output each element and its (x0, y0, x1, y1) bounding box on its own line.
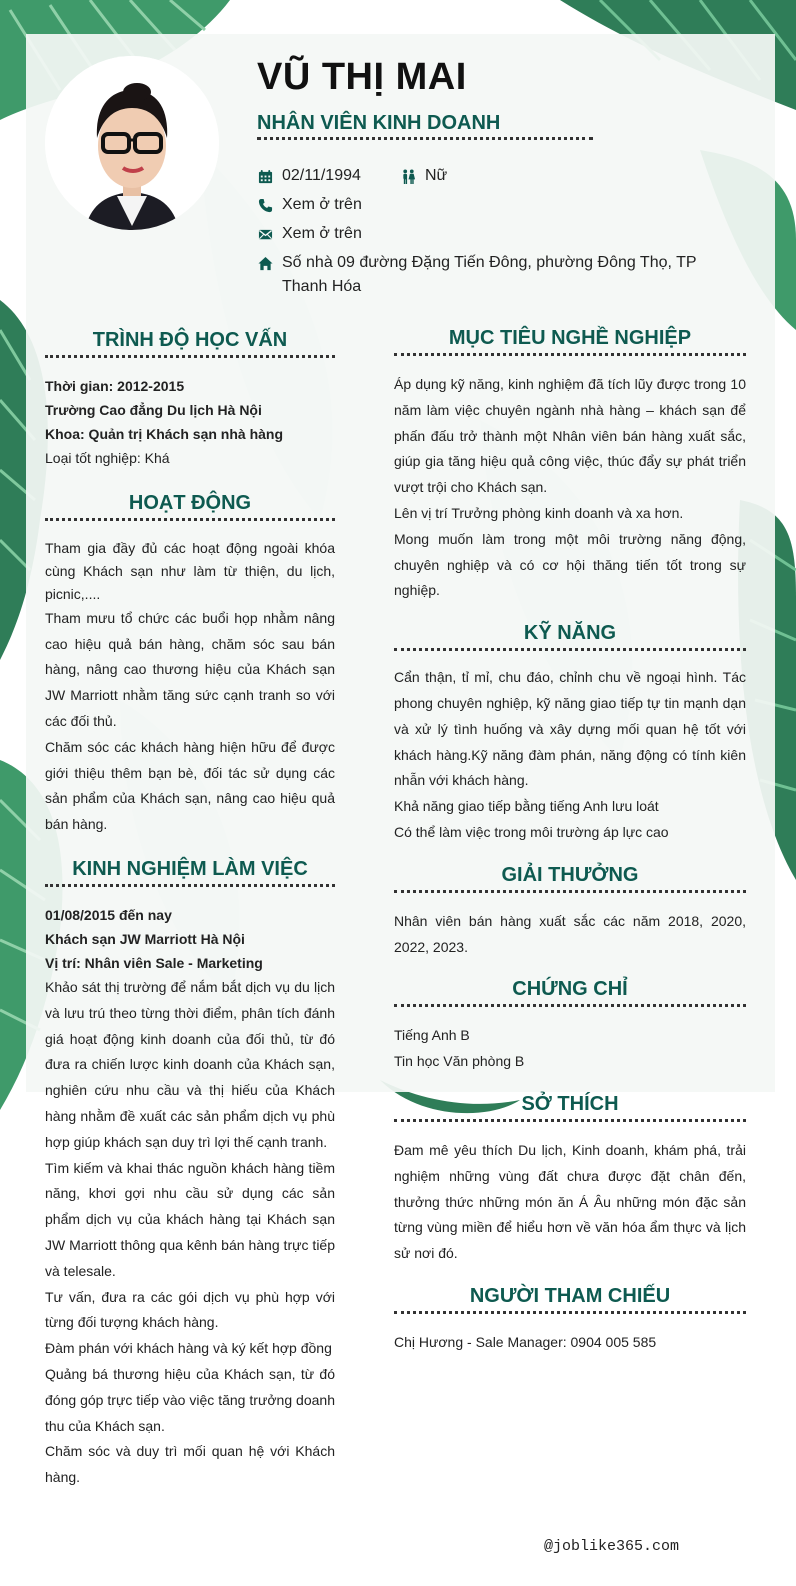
phone-value: Xem ở trên (282, 196, 362, 213)
award-item: Nhân viên bán hàng xuất sắc các năm 2018, 2020, 2022, 2023. (394, 912, 746, 955)
skills-title: KỸ NĂNG (523, 622, 617, 645)
awards-title: GIẢI THƯỞNG (501, 863, 639, 886)
activities-title: HOẠT ĐỘNG (128, 491, 252, 514)
objective-item: Lên vị trí Trưởng phòng kinh doanh và xa hơn. (394, 504, 684, 521)
phone-icon (257, 193, 273, 217)
skill-item: Có thể làm việc trong môi trường áp lực cao (394, 823, 669, 840)
certificate-item: Tin học Văn phòng B (394, 1053, 525, 1070)
hobbies-section (394, 1091, 746, 1267)
objective-title: MỤC TIÊU NGHỀ NGHIỆP (448, 327, 692, 349)
experience-item: Đàm phán với khách hàng và ký kết hợp đồng (45, 1340, 332, 1357)
experience-item: Tư vấn, đưa ra các gói dịch vụ phù hợp với từng đối tượng khách hàng. (45, 1288, 335, 1331)
email-row (257, 222, 362, 246)
watermark: @joblike365.com (544, 1538, 680, 1555)
email-value: Xem ở trên (282, 225, 362, 242)
skill-item: Cẩn thận, tỉ mỉ, chu đáo, chỉnh chu về ngoại hình. Tác phong chuyên nghiệp, kỹ năng giao tiếp tự tin mạnh dạn và xử lý tình huống và xây dựng mối quan hệ tốt với khách hàng.Kỹ năng đàm phán, năng động có tính kiên nhẫn với khách hàng. (394, 669, 746, 789)
activities-section (45, 490, 335, 838)
gender-row (400, 164, 447, 188)
experience-title: KINH NGHIỆM LÀM VIỆC (72, 857, 308, 880)
education-divider (45, 355, 335, 358)
email-icon (257, 222, 273, 246)
position-divider (257, 137, 593, 140)
certificates-title: CHỨNG CHỈ (512, 978, 628, 1001)
birthday-value: 02/11/1994 (282, 167, 361, 184)
gender-icon (400, 164, 416, 188)
right-column (394, 325, 746, 1356)
hobby-item: Đam mê yêu thích Du lịch, Kinh doanh, khám phá, trải nghiệm những vùng đất chưa được đặt chân đến, thưởng thức những món ăn Á Âu những món đặc sản từng vùng miền để hiểu hơn về văn hóa ẩm thực và lịch sử nơi đó. (394, 1141, 746, 1262)
hobbies-divider (394, 1119, 746, 1122)
experience-period: 01/08/2015 đến nay (45, 906, 172, 923)
education-section (45, 327, 335, 472)
reference-section (394, 1283, 746, 1356)
awards-divider (394, 890, 746, 893)
certificates-divider (394, 1004, 746, 1007)
experience-divider (45, 884, 335, 887)
experience-company: Khách sạn JW Marriott Hà Nội (45, 930, 245, 947)
gender-value: Nữ (425, 167, 448, 184)
objective-item: Áp dụng kỹ năng, kinh nghiệm đã tích lũy được trong 10 năm làm việc chuyên ngành nhà hàng – khách sạn để phấn đấu trở thành một Nhân viên bán hàng xuất sắc, giúp gia tăng hiệu quả công việc, thúc đẩy sự phát triển vượt trội cho Khách sạn. (394, 376, 746, 496)
calendar-icon (257, 164, 273, 188)
certificates-section (394, 976, 746, 1075)
activity-item: Tham mưu tổ chức các buổi họp nhằm nâng cao hiệu quả bán hàng, chăm sóc sau bán hàng, nâng cao thương hiệu của Khách sạn JW Marriott nhằm tăng sức cạnh tranh so với các đối thủ. (45, 609, 335, 729)
experience-item: Chăm sóc và duy trì mối quan hệ với Khách hàng. (45, 1443, 335, 1486)
birthday-row (257, 164, 361, 188)
education-time: Thời gian: 2012-2015 (45, 378, 185, 394)
education-faculty: Khoa: Quản trị Khách sạn nhà hàng (45, 426, 284, 442)
left-column (45, 327, 335, 1491)
activity-item: Chăm sóc các khách hàng hiện hữu để được giới thiệu thêm bạn bè, đối tác sử dụng các sản phẩm của Khách sạn, nâng cao hiệu quả bán hàng. (45, 738, 335, 833)
home-icon (257, 251, 273, 275)
reference-item: Chị Hương - Sale Manager: 0904 005 585 (394, 1333, 657, 1350)
education-school: Trường Cao đẳng Du lịch Hà Nội (45, 402, 262, 418)
experience-item: Khảo sát thị trường để nắm bắt dịch vụ du lịch và lưu trú theo từng thời điểm, phân tích đánh giá hoạt động kinh doanh của đối thủ, từ đó đưa ra chiến lược kinh doanh của Khách sạn, nghiên cứu nhu cầu và thị hiếu của Khách hàng nhằm đề xuất các sản phẩm dịch vụ phù hợp giúp khách sạn duy trì lợi thế cạnh tranh. (45, 978, 335, 1150)
hobbies-title: SỞ THÍCH (521, 1092, 619, 1115)
avatar (45, 56, 219, 230)
certificate-item: Tiếng Anh B (394, 1027, 470, 1044)
objective-divider (394, 353, 746, 356)
objective-item: Mong muốn làm trong một môi trường năng động, chuyên nghiệp và có cơ hội thăng tiến tốt trong sự nghiệp. (394, 530, 746, 599)
candidate-position: NHÂN VIÊN KINH DOANH (257, 112, 501, 134)
activities-divider (45, 518, 335, 521)
skills-section (394, 620, 746, 846)
education-title: TRÌNH ĐỘ HỌC VẤN (92, 329, 288, 351)
skills-divider (394, 648, 746, 651)
objective-section (394, 325, 746, 604)
education-grade: Loại tốt nghiệp: Khá (45, 450, 170, 466)
address-value: Số nhà 09 đường Đặng Tiến Đông, phường Đông Thọ, TP Thanh Hóa (282, 254, 697, 295)
experience-item: Quảng bá thương hiệu của Khách sạn, từ đó đóng góp trực tiếp vào việc tăng trưởng doanh thu của Khách sạn. (45, 1365, 335, 1434)
awards-section (394, 862, 746, 961)
experience-section (45, 856, 335, 1491)
phone-row (257, 193, 362, 217)
experience-item: Tìm kiếm và khai thác nguồn khách hàng tiềm năng, khơi gợi nhu cầu sử dụng các sản phẩm dịch vụ của khách hàng tại Khách sạn JW Marriott thông qua kênh bán hàng trực tiếp và telesale. (45, 1159, 335, 1279)
address-row (257, 251, 727, 299)
experience-role: Vị trí: Nhân viên Sale - Marketing (45, 954, 263, 971)
skill-item: Khả năng giao tiếp bằng tiếng Anh lưu loát (394, 798, 659, 815)
reference-title: NGƯỜI THAM CHIẾU (469, 1284, 671, 1307)
activity-item: Tham gia đầy đủ các hoạt động ngoài khóa cùng Khách sạn như làm từ thiện, du lịch, picnic,.... (45, 539, 335, 602)
candidate-name: VŨ THỊ MAI (257, 56, 467, 98)
reference-divider (394, 1311, 746, 1314)
